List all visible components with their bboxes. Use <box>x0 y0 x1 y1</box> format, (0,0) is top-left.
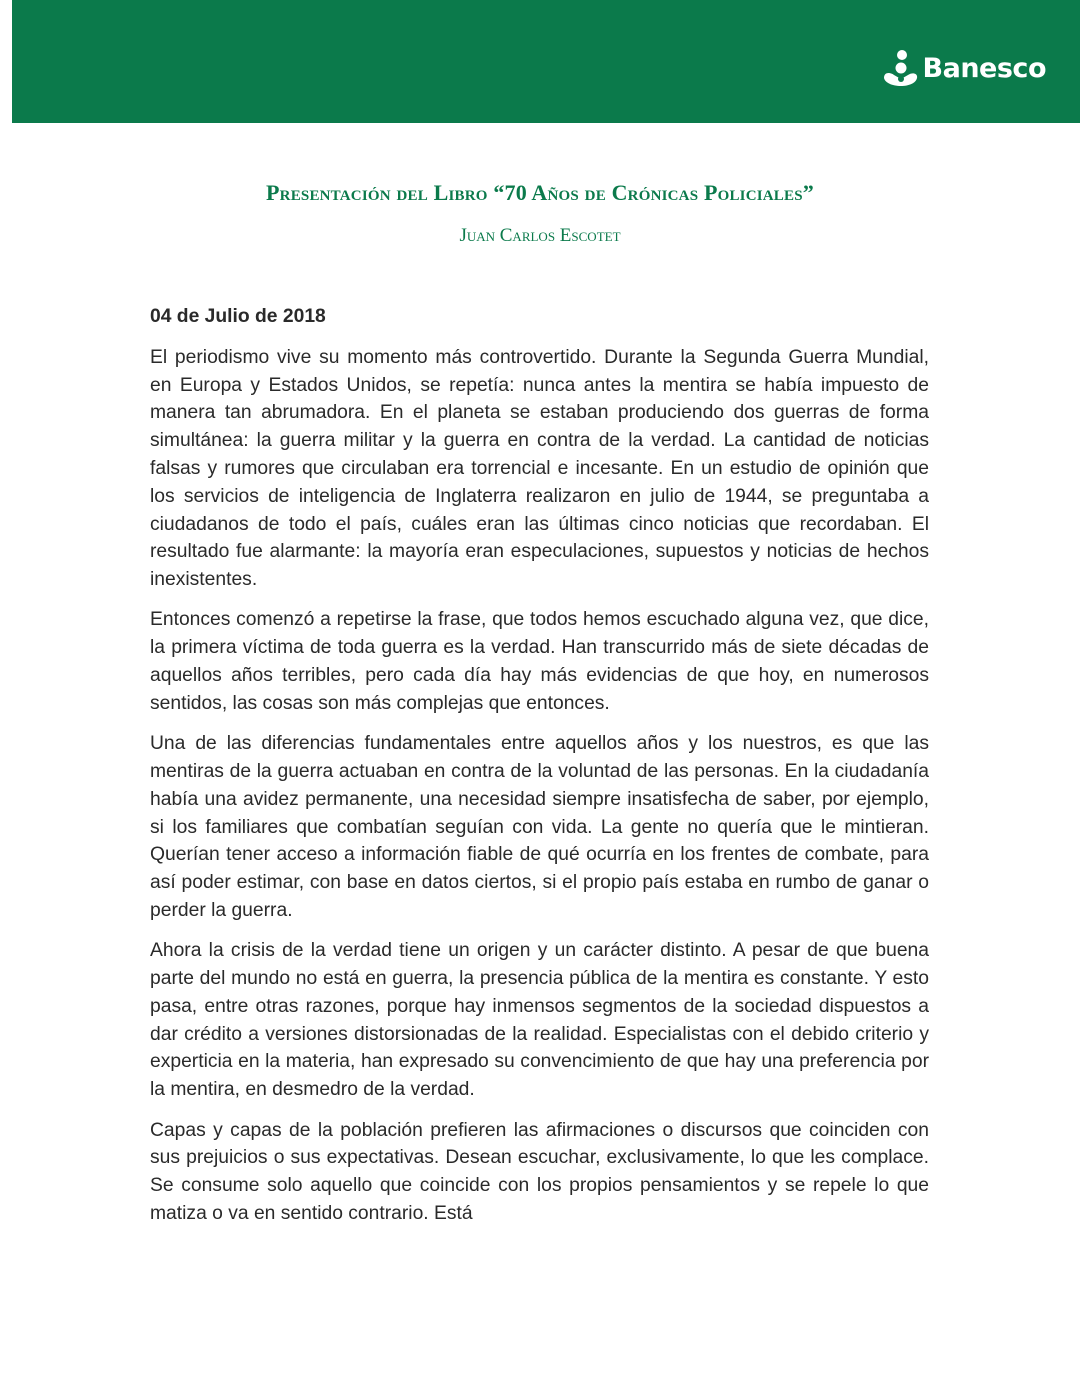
paragraph: Entonces comenzó a repetirse la frase, que todos hemos escuchado alguna vez, que dice, la primera víctima de toda guerra es la verdad. Han transcurrido más de siete décadas de aquellos años terribles, pero cada día hay más evidencias de que hoy, en numerosos sentidos, las cosas son más complejas que entonces. <box>150 609 929 714</box>
paragraph: Ahora la crisis de la verdad tiene un origen y un carácter distinto. A pesar de que buena parte del mundo no está en guerra, la presencia pública de la mentira es constante. Y esto pasa, entre otras razones, porque hay inmensos segmentos de la sociedad dispuestos a dar crédito a versiones distorsionadas de la realidad. Especialistas con el debido criterio y experticia en la materia, han expresado su convencimiento de que hay una preferencia por la mentira, en desmedro de la verdad. <box>150 940 929 1101</box>
banesco-figure-icon <box>881 48 919 90</box>
document-body <box>150 303 929 1240</box>
brand-logo <box>881 48 1046 90</box>
document-date: 04 de Julio de 2018 <box>150 306 326 327</box>
document-title: Presentación del Libro “70 Años de Crónicas Policiales” <box>266 180 814 205</box>
paragraph: El periodismo vive su momento más controvertido. Durante la Segunda Guerra Mundial, en Europa y Estados Unidos, se repetía: nunca antes la mentira se había impuesto de manera tan abrumadora. En el planeta se estaban produciendo dos guerras de forma simultánea: la guerra militar y la guerra en contra de la verdad. La cantidad de noticias falsas y rumores que circulaban era torrencial e incesante. En un estudio de opinión que los servicios de inteligencia de Inglaterra realizaron en julio de 1944, se preguntaba a ciudadanos de todo el país, cuáles eran las últimas cinco noticias que recordaban. El resultado fue alarmante: la mayoría eran especulaciones, supuestos y noticias de hechos inexistentes. <box>150 346 929 591</box>
document-author: Juan Carlos Escotet <box>459 225 621 246</box>
paragraph: Capas y capas de la población prefieren las afirmaciones o discursos que coinciden con sus prejuicios o sus expectativas. Desean escuchar, exclusivamente, lo que les complace. Se consume solo aquello que coincide con los propios pensamientos y se repele lo que matiza o va en sentido contrario. Está <box>150 1119 929 1224</box>
header-band <box>12 0 1080 123</box>
brand-name: Banesco <box>922 53 1046 84</box>
paragraph: Una de las diferencias fundamentales entre aquellos años y los nuestros, es que las mentiras de la guerra actuaban en contra de la voluntad de las personas. En la ciudadanía había una avidez permanente, una necesidad siempre insatisfecha de saber, por ejemplo, si los familiares que combatían seguían con vida. La gente no quería que le mintieran. Querían tener acceso a información fiable de qué ocurría en los frentes de combate, para así poder estimar, con base en datos ciertos, si el propio país estaba en rumbo de ganar o perder la guerra. <box>150 733 929 921</box>
